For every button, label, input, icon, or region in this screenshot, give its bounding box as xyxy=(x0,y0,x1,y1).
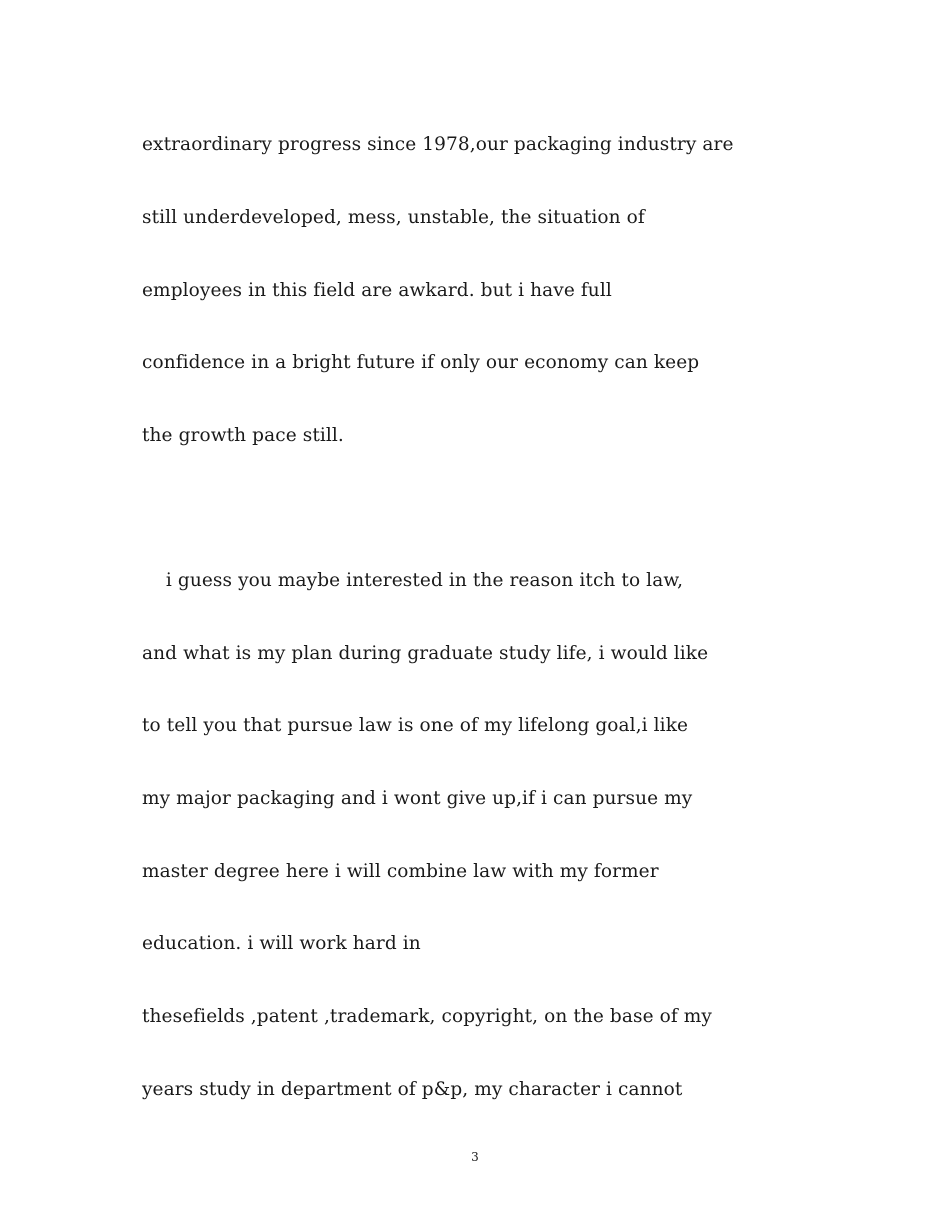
text-line: still underdeveloped, mess, unstable, the situation of xyxy=(142,207,645,228)
text-line: employees in this field are awkard. but i have full xyxy=(142,280,612,301)
text-line: the growth pace still. xyxy=(142,425,344,446)
page-number: 3 xyxy=(471,1150,479,1164)
text-line: to tell you that pursue law is one of my lifelong goal,i like xyxy=(142,715,689,736)
text-line: master degree here i will combine law with my former xyxy=(142,861,659,882)
text-line: thesefields ,patent ,trademark, copyright, on the base of my xyxy=(142,1006,712,1027)
text-line: years study in department of p&p, my character i cannot xyxy=(142,1079,683,1100)
text-line: education. i will work hard in xyxy=(142,933,421,954)
text-line: my major packaging and i wont give up,if i can pursue my xyxy=(142,788,693,809)
text-line: i guess you maybe interested in the reason itch to law, xyxy=(142,570,684,591)
text-line: and what is my plan during graduate study life, i would like xyxy=(142,643,709,664)
text-line: confidence in a bright future if only our economy can keep xyxy=(142,352,700,373)
text-line: extraordinary progress since 1978,our packaging industry are xyxy=(142,134,734,155)
